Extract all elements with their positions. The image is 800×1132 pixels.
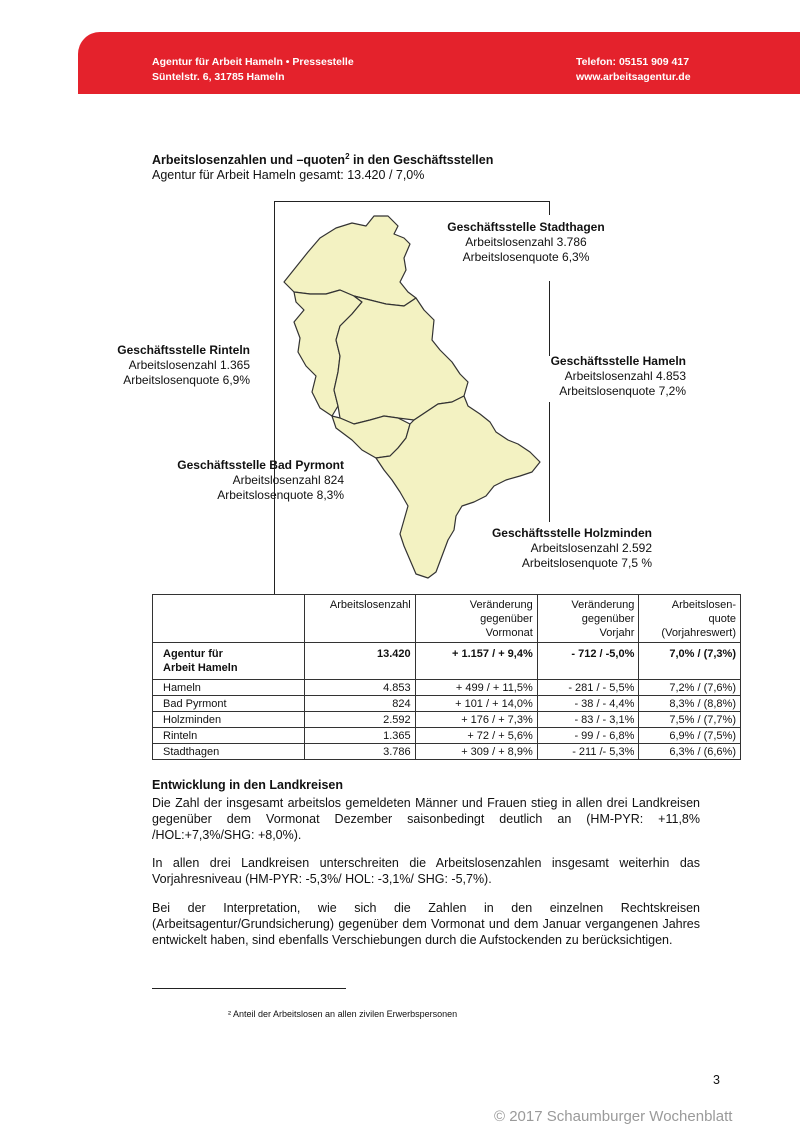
header-line: Arbeitslosen- bbox=[671, 599, 736, 611]
map-label-bad-pyrmont bbox=[156, 458, 344, 503]
map-label-holzminden bbox=[472, 526, 652, 571]
row-rate: 6,9% / (7,5%) bbox=[639, 728, 741, 744]
row-rate: 6,3% / (6,6%) bbox=[639, 744, 741, 760]
header-line: Veränderung bbox=[469, 599, 533, 611]
copyright-watermark: © 2017 Schaumburger Wochenblatt bbox=[494, 1108, 733, 1125]
map-region-stadthagen bbox=[284, 216, 416, 306]
total-label-line: Agentur für bbox=[163, 648, 223, 660]
row-change-year: - 281 / - 5,5% bbox=[537, 680, 639, 696]
table-row bbox=[153, 696, 741, 712]
title-main: Arbeitslosenzahlen und –quoten bbox=[152, 153, 346, 168]
region-count: Arbeitslosenzahl 824 bbox=[232, 473, 344, 487]
section-heading: Entwicklung in den Landkreisen bbox=[152, 778, 344, 792]
header-line: gegenüber bbox=[480, 613, 533, 625]
region-rate: Arbeitslosenquote 6,3% bbox=[462, 250, 590, 264]
footnote-marker: 2 bbox=[345, 152, 350, 161]
region-rate: Arbeitslosenquote 8,3% bbox=[217, 488, 344, 502]
header-line: gegenüber bbox=[581, 613, 635, 625]
table-header-count: Arbeitslosenzahl bbox=[305, 595, 415, 643]
header-line: Vormonat bbox=[485, 627, 533, 639]
region-rate: Arbeitslosenquote 6,9% bbox=[123, 373, 250, 387]
total-change-month: + 1.157 / + 9,4% bbox=[415, 643, 537, 680]
org-phone: Telefon: 05151 909 417 bbox=[576, 56, 690, 68]
footnote: ² Anteil der Arbeitslosen an allen zivilen Erwerbspersonen bbox=[228, 1009, 458, 1019]
table-row bbox=[153, 680, 741, 696]
header-line: Vorjahr bbox=[599, 627, 635, 639]
map-label-hameln bbox=[534, 354, 686, 399]
region-count: Arbeitslosenzahl 2.592 bbox=[530, 541, 652, 555]
region-name: Geschäftsstelle Hameln bbox=[550, 354, 686, 368]
table-header-rate bbox=[639, 595, 741, 643]
table-row bbox=[153, 744, 741, 760]
row-label: Rinteln bbox=[153, 728, 305, 744]
map-label-stadthagen bbox=[438, 220, 614, 265]
title-suffix: in den Geschäftsstellen bbox=[349, 153, 494, 168]
row-change-month: + 176 / + 7,3% bbox=[415, 712, 537, 728]
footnote-divider bbox=[152, 988, 346, 989]
row-label: Bad Pyrmont bbox=[153, 696, 305, 712]
table-row bbox=[153, 728, 741, 744]
org-address: Süntelstr. 6, 31785 Hameln bbox=[152, 71, 285, 83]
total-label bbox=[153, 643, 305, 680]
row-rate: 8,3% / (8,8%) bbox=[639, 696, 741, 712]
row-change-year: - 99 / - 6,8% bbox=[537, 728, 639, 744]
table-row-total bbox=[153, 643, 741, 680]
row-label: Stadthagen bbox=[153, 744, 305, 760]
region-rate: Arbeitslosenquote 7,2% bbox=[559, 384, 686, 398]
header-line: quote bbox=[708, 613, 736, 625]
table-row bbox=[153, 712, 741, 728]
row-change-year: - 38 / - 4,4% bbox=[537, 696, 639, 712]
paragraph: Bei der Interpretation, wie sich die Zahlen in den einzelnen Rechtskreisen (Arbeitsagentur/Grundsicherung) gegenüber dem Vormonat und dem Januar vergangenen Jahres entwickelt haben, sind ebenfalls Verschiebungen durch die Aufstockenden zu berücksichtigen. bbox=[152, 901, 700, 947]
row-rate: 7,2% / (7,6%) bbox=[639, 680, 741, 696]
header-line: (Vorjahreswert) bbox=[661, 627, 736, 639]
row-count: 3.786 bbox=[305, 744, 415, 760]
row-count: 1.365 bbox=[305, 728, 415, 744]
row-change-month: + 499 / + 11,5% bbox=[415, 680, 537, 696]
paragraph: Die Zahl der insgesamt arbeitslos gemeldeten Männer und Frauen stieg in allen drei Landkreisen gegenüber dem Vormonat Dezember saisonbedingt deutlich an (HM-PYR: +11,8% /HOL:+7,3%/SHG: +8,0%). bbox=[152, 796, 700, 842]
org-name: Agentur für Arbeit Hameln • Pressestelle bbox=[152, 56, 354, 68]
total-count: 13.420 bbox=[305, 643, 415, 680]
row-count: 824 bbox=[305, 696, 415, 712]
row-label: Holzminden bbox=[153, 712, 305, 728]
row-change-month: + 101 / + 14,0% bbox=[415, 696, 537, 712]
region-name: Geschäftsstelle Rinteln bbox=[117, 343, 250, 357]
table-header-row bbox=[153, 595, 741, 643]
row-change-month: + 72 / + 5,6% bbox=[415, 728, 537, 744]
header-line: Veränderung bbox=[571, 599, 635, 611]
row-change-year: - 211 /- 5,3% bbox=[537, 744, 639, 760]
region-name: Geschäftsstelle Holzminden bbox=[491, 526, 652, 540]
paragraph: In allen drei Landkreisen unterschreiten die Arbeitslosenzahlen insgesamt weiterhin das Vorjahresniveau (HM-PYR: -5,3%/ HOL: -3,1%/ SHG: -5,7%). bbox=[152, 856, 700, 886]
page-number: 3 bbox=[713, 1073, 720, 1087]
statistics-table bbox=[152, 594, 741, 760]
row-label: Hameln bbox=[153, 680, 305, 696]
table-header-change-month bbox=[415, 595, 537, 643]
total-rate: 7,0% / (7,3%) bbox=[639, 643, 741, 680]
org-website[interactable]: www.arbeitsagentur.de bbox=[576, 71, 691, 83]
row-rate: 7,5% / (7,7%) bbox=[639, 712, 741, 728]
page-subtitle: Agentur für Arbeit Hameln gesamt: 13.420 / 7,0% bbox=[152, 168, 425, 182]
table-header-change-year bbox=[537, 595, 639, 643]
region-count: Arbeitslosenzahl 1.365 bbox=[128, 358, 250, 372]
row-change-month: + 309 / + 8,9% bbox=[415, 744, 537, 760]
map-label-rinteln bbox=[98, 343, 250, 388]
total-label-line: Arbeit Hameln bbox=[163, 662, 238, 674]
table-header-empty bbox=[153, 595, 305, 643]
region-count: Arbeitslosenzahl 4.853 bbox=[564, 369, 686, 383]
region-name: Geschäftsstelle Bad Pyrmont bbox=[177, 458, 344, 472]
region-rate: Arbeitslosenquote 7,5 % bbox=[521, 556, 652, 570]
row-count: 4.853 bbox=[305, 680, 415, 696]
region-name: Geschäftsstelle Stadthagen bbox=[447, 220, 605, 234]
region-count: Arbeitslosenzahl 3.786 bbox=[465, 235, 587, 249]
row-change-year: - 83 / - 3,1% bbox=[537, 712, 639, 728]
total-change-year: - 712 / -5,0% bbox=[537, 643, 639, 680]
row-count: 2.592 bbox=[305, 712, 415, 728]
